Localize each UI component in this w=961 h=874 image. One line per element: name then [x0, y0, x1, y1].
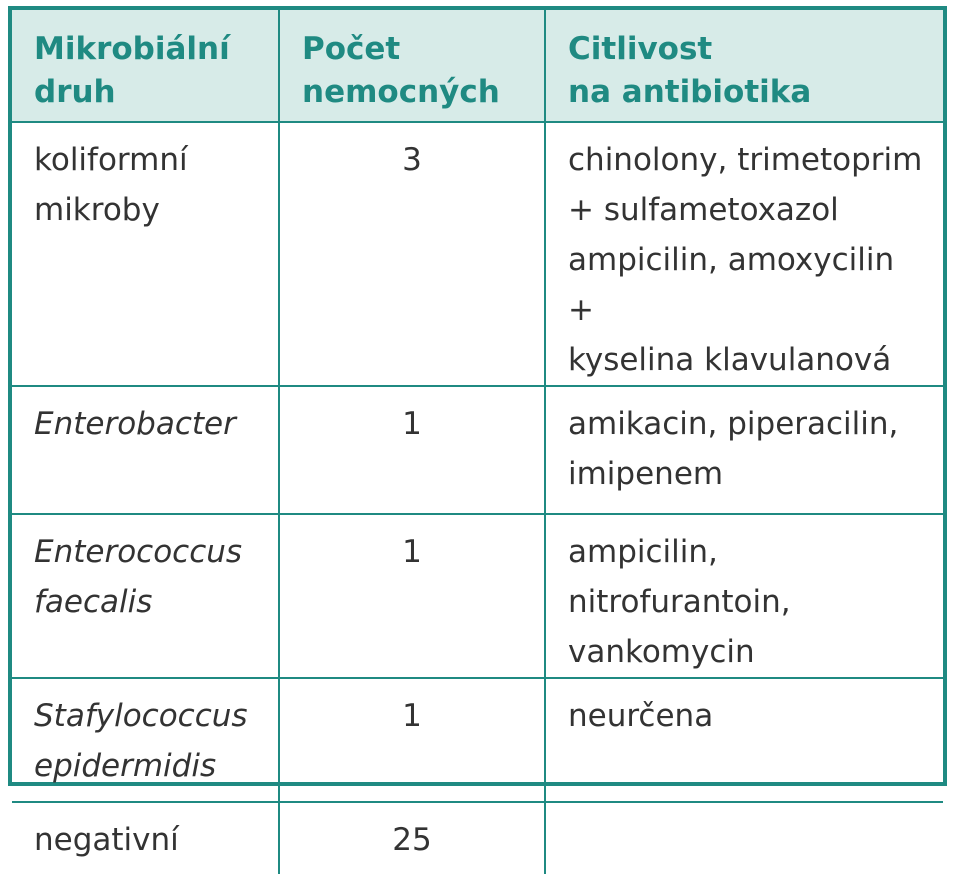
count-cell: 1	[279, 386, 545, 514]
count-cell: 25	[279, 802, 545, 874]
header-count-line: nemocných	[302, 74, 500, 110]
header-species-line: druh	[34, 74, 116, 110]
sensitivity-line: imipenem	[568, 456, 724, 492]
table-row	[12, 386, 943, 514]
sensitivity-cell	[545, 122, 943, 386]
header-species-line: Mikrobiální	[34, 31, 230, 67]
species-cell	[12, 802, 279, 874]
species-line: mikroby	[34, 192, 160, 228]
sensitivity-line: neurčena	[568, 698, 714, 734]
species-cell	[12, 678, 279, 802]
microbial-sensitivity-table-frame	[8, 6, 947, 858]
table-row	[12, 802, 943, 874]
species-line: Stafylococcus	[34, 698, 248, 734]
species-line: Enterococcus	[34, 534, 243, 570]
species-cell	[12, 514, 279, 678]
header-sensitivity-line: Citlivost	[568, 31, 713, 67]
sensitivity-line: + sulfametoxazol	[568, 192, 839, 228]
sensitivity-line: kyselina klavulanová	[568, 342, 892, 378]
header-sensitivity-line: na antibiotika	[568, 74, 812, 110]
species-cell	[12, 386, 279, 514]
header-patient-count	[279, 10, 545, 122]
sensitivity-line: ampicilin, amoxycilin +	[568, 242, 895, 328]
sensitivity-line: chinolony, trimetoprim	[568, 142, 923, 178]
header-species	[12, 10, 279, 122]
table-row	[12, 122, 943, 386]
count-cell: 3	[279, 122, 545, 386]
species-line: negativní	[34, 822, 179, 858]
species-line: faecalis	[34, 584, 153, 620]
count-cell: 1	[279, 514, 545, 678]
sensitivity-cell	[545, 802, 943, 874]
species-line: epidermidis	[34, 748, 217, 784]
sensitivity-cell	[545, 678, 943, 802]
sensitivity-cell	[545, 514, 943, 678]
count-cell: 1	[279, 678, 545, 802]
species-line: koliformní	[34, 142, 188, 178]
species-line: Enterobacter	[34, 406, 236, 442]
sensitivity-line: ampicilin, nitrofurantoin,	[568, 534, 791, 620]
table-row	[12, 514, 943, 678]
header-count-line: Počet	[302, 31, 401, 67]
sensitivity-line: vankomycin	[568, 634, 755, 670]
sensitivity-line: amikacin, piperacilin,	[568, 406, 899, 442]
sensitivity-cell	[545, 386, 943, 514]
microbial-sensitivity-table	[12, 10, 943, 874]
species-cell	[12, 122, 279, 386]
header-antibiotic-sensitivity	[545, 10, 943, 122]
table-row	[12, 678, 943, 802]
table-header-row	[12, 10, 943, 122]
